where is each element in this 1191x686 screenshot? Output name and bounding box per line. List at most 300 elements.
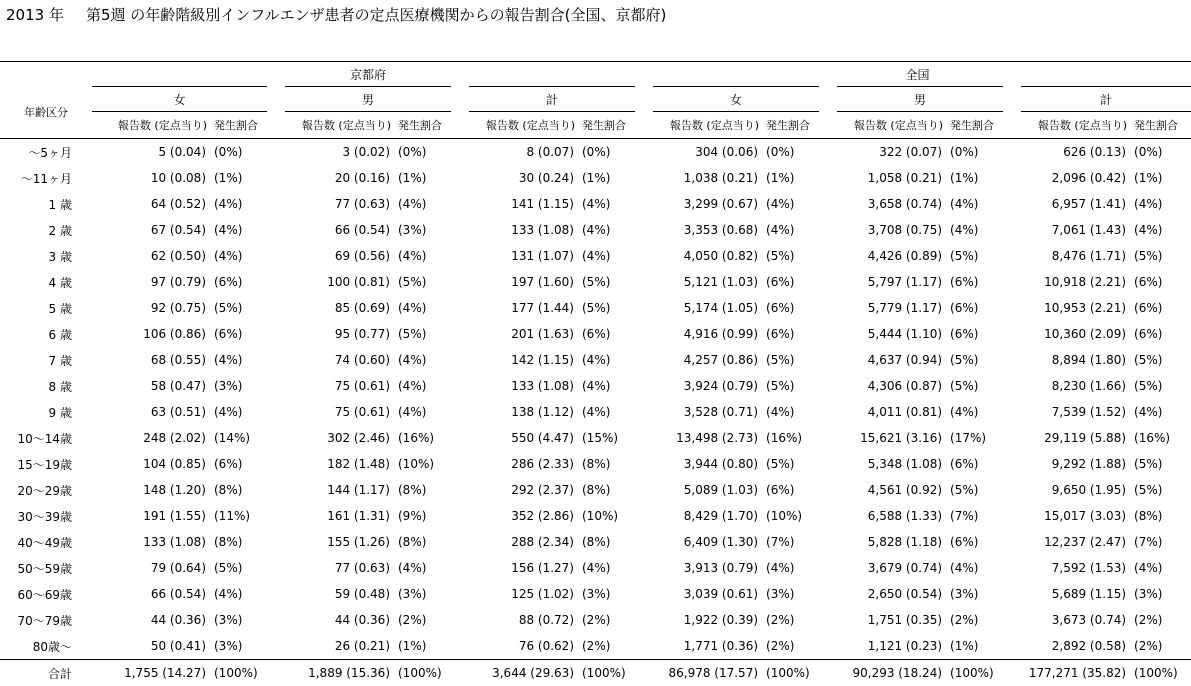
report-count-cell: 66 (0.54): [276, 217, 394, 243]
report-count-cell: 3,353 (0.68): [644, 217, 762, 243]
rate-cell: (5%): [394, 269, 460, 295]
rate-cell: (4%): [394, 295, 460, 321]
table-row: [0, 633, 1191, 660]
report-count-cell: 63 (0.51): [92, 399, 210, 425]
rate-cell: (3%): [394, 217, 460, 243]
report-count-cell: 6,409 (1.30): [644, 529, 762, 555]
rate-cell: (6%): [762, 295, 828, 321]
report-count-cell: 131 (1.07): [460, 243, 578, 269]
title-text: 第5週 の年齢階級別インフルエンザ患者の定点医療機関からの報告割合(全国、京都府): [86, 6, 666, 24]
rate-cell: (4%): [210, 191, 276, 217]
rate-cell: (4%): [946, 191, 1012, 217]
age-group-label: 2 歳: [0, 217, 92, 243]
table-row: [0, 425, 1191, 451]
total-row: [0, 660, 1191, 686]
report-count-cell: 182 (1.48): [276, 451, 394, 477]
report-count-cell: 288 (2.34): [460, 529, 578, 555]
sex-header-kyoto-0: 女: [92, 87, 276, 112]
table-body: [0, 139, 1191, 686]
report-count-cell: 248 (2.02): [92, 425, 210, 451]
report-count-cell: 142 (1.15): [460, 347, 578, 373]
rate-cell: (4%): [210, 581, 276, 607]
rate-cell: (3%): [210, 633, 276, 660]
rate-cell: (4%): [210, 347, 276, 373]
report-count-cell: 2,892 (0.58): [1012, 633, 1130, 660]
report-count-cell: 66 (0.54): [92, 581, 210, 607]
table-row: [0, 373, 1191, 399]
report-count-cell: 74 (0.60): [276, 347, 394, 373]
rate-cell: (6%): [210, 451, 276, 477]
report-count-cell: 64 (0.52): [92, 191, 210, 217]
report-count-cell: 6,957 (1.41): [1012, 191, 1130, 217]
sex-header-kyoto-1: 男: [276, 87, 460, 112]
rate-cell: (10%): [762, 503, 828, 529]
report-count-cell: 197 (1.60): [460, 269, 578, 295]
rate-column-header: 発生割合: [1130, 112, 1191, 139]
report-count-cell: 5 (0.04): [92, 139, 210, 166]
report-count-cell: 1,755 (14.27): [92, 660, 210, 686]
report-count-cell: 3,913 (0.79): [644, 555, 762, 581]
rate-cell: (1%): [394, 633, 460, 660]
report-count-cell: 141 (1.15): [460, 191, 578, 217]
rate-cell: (4%): [762, 217, 828, 243]
report-count-cell: 2,650 (0.54): [828, 581, 946, 607]
rate-cell: (6%): [1130, 269, 1191, 295]
report-count-cell: 26 (0.21): [276, 633, 394, 660]
age-group-label: 7 歳: [0, 347, 92, 373]
report-count-cell: 3,528 (0.71): [644, 399, 762, 425]
report-count-cell: 133 (1.08): [460, 373, 578, 399]
report-count-cell: 92 (0.75): [92, 295, 210, 321]
report-count-cell: 106 (0.86): [92, 321, 210, 347]
count-column-header: 報告数 (定点当り): [276, 112, 394, 139]
report-count-cell: 5,089 (1.03): [644, 477, 762, 503]
rate-cell: (15%): [578, 425, 644, 451]
report-count-cell: 133 (1.08): [92, 529, 210, 555]
rate-cell: (8%): [210, 529, 276, 555]
report-count-cell: 3,658 (0.74): [828, 191, 946, 217]
rate-cell: (4%): [578, 373, 644, 399]
report-count-cell: 77 (0.63): [276, 191, 394, 217]
report-count-cell: 177 (1.44): [460, 295, 578, 321]
age-group-label: 50～59歳: [0, 555, 92, 581]
report-count-cell: 5,779 (1.17): [828, 295, 946, 321]
report-count-cell: 95 (0.77): [276, 321, 394, 347]
rate-cell: (1%): [394, 165, 460, 191]
rate-column-header: 発生割合: [946, 112, 1012, 139]
report-count-cell: 9,292 (1.88): [1012, 451, 1130, 477]
age-group-label: 70～79歳: [0, 607, 92, 633]
age-group-label: 15～19歳: [0, 451, 92, 477]
report-count-cell: 352 (2.86): [460, 503, 578, 529]
rate-cell: (0%): [210, 139, 276, 166]
rate-cell: (5%): [946, 347, 1012, 373]
report-count-cell: 4,050 (0.82): [644, 243, 762, 269]
rate-cell: (16%): [394, 425, 460, 451]
report-count-cell: 68 (0.55): [92, 347, 210, 373]
report-count-cell: 5,797 (1.17): [828, 269, 946, 295]
report-count-cell: 138 (1.12): [460, 399, 578, 425]
rate-cell: (2%): [1130, 633, 1191, 660]
rate-cell: (4%): [394, 555, 460, 581]
subheader-row: [0, 112, 1191, 139]
report-count-cell: 44 (0.36): [276, 607, 394, 633]
report-count-cell: 10 (0.08): [92, 165, 210, 191]
rate-cell: (1%): [210, 165, 276, 191]
count-column-header: 報告数 (定点当り): [828, 112, 946, 139]
rate-cell: (3%): [394, 581, 460, 607]
report-count-cell: 8,429 (1.70): [644, 503, 762, 529]
table-row: [0, 139, 1191, 166]
report-count-cell: 4,561 (0.92): [828, 477, 946, 503]
report-count-cell: 59 (0.48): [276, 581, 394, 607]
rate-cell: (5%): [1130, 373, 1191, 399]
report-count-cell: 15,621 (3.16): [828, 425, 946, 451]
rate-cell: (4%): [210, 243, 276, 269]
rate-cell: (3%): [1130, 581, 1191, 607]
report-count-cell: 1,058 (0.21): [828, 165, 946, 191]
report-count-cell: 1,771 (0.36): [644, 633, 762, 660]
report-count-cell: 1,038 (0.21): [644, 165, 762, 191]
report-count-cell: 3,924 (0.79): [644, 373, 762, 399]
rate-cell: (17%): [946, 425, 1012, 451]
rate-cell: (4%): [210, 399, 276, 425]
rate-cell: (5%): [946, 243, 1012, 269]
report-count-cell: 8 (0.07): [460, 139, 578, 166]
report-count-cell: 144 (1.17): [276, 477, 394, 503]
report-count-cell: 86,978 (17.57): [644, 660, 762, 686]
rate-cell: (4%): [762, 555, 828, 581]
rate-cell: (100%): [946, 660, 1012, 686]
age-group-label: 6 歳: [0, 321, 92, 347]
rate-cell: (4%): [394, 243, 460, 269]
rate-cell: (6%): [762, 321, 828, 347]
region-header-kyoto: 京都府: [92, 62, 644, 87]
count-column-header: 報告数 (定点当り): [1012, 112, 1130, 139]
age-group-label: 30～39歳: [0, 503, 92, 529]
rate-cell: (9%): [394, 503, 460, 529]
rate-cell: (4%): [578, 347, 644, 373]
report-count-cell: 4,306 (0.87): [828, 373, 946, 399]
report-count-cell: 3,644 (29.63): [460, 660, 578, 686]
report-count-cell: 550 (4.47): [460, 425, 578, 451]
rate-cell: (4%): [210, 217, 276, 243]
rate-cell: (6%): [946, 321, 1012, 347]
table-row: [0, 321, 1191, 347]
rate-cell: (8%): [1130, 503, 1191, 529]
rate-cell: (11%): [210, 503, 276, 529]
rate-cell: (0%): [578, 139, 644, 166]
report-count-cell: 5,348 (1.08): [828, 451, 946, 477]
rate-cell: (5%): [578, 295, 644, 321]
report-count-cell: 3,679 (0.74): [828, 555, 946, 581]
rate-cell: (5%): [1130, 477, 1191, 503]
rate-cell: (0%): [1130, 139, 1191, 166]
table-row: [0, 529, 1191, 555]
report-count-cell: 10,953 (2.21): [1012, 295, 1130, 321]
rate-cell: (6%): [210, 321, 276, 347]
table-row: [0, 399, 1191, 425]
rate-cell: (100%): [210, 660, 276, 686]
report-count-cell: 8,230 (1.66): [1012, 373, 1130, 399]
report-count-cell: 30 (0.24): [460, 165, 578, 191]
report-count-cell: 15,017 (3.03): [1012, 503, 1130, 529]
rate-cell: (4%): [1130, 217, 1191, 243]
report-count-cell: 8,476 (1.71): [1012, 243, 1130, 269]
rate-cell: (5%): [1130, 243, 1191, 269]
report-count-cell: 75 (0.61): [276, 373, 394, 399]
rate-cell: (2%): [578, 633, 644, 660]
report-count-cell: 3,944 (0.80): [644, 451, 762, 477]
rate-cell: (4%): [578, 243, 644, 269]
report-count-cell: 3 (0.02): [276, 139, 394, 166]
report-count-cell: 75 (0.61): [276, 399, 394, 425]
rate-cell: (4%): [1130, 555, 1191, 581]
rate-cell: (8%): [394, 477, 460, 503]
sex-header-national-2: 計: [1012, 87, 1191, 112]
report-count-cell: 5,121 (1.03): [644, 269, 762, 295]
report-count-cell: 58 (0.47): [92, 373, 210, 399]
rate-cell: (5%): [762, 243, 828, 269]
age-group-label: 1 歳: [0, 191, 92, 217]
rate-cell: (8%): [210, 477, 276, 503]
sex-header-national-1: 男: [828, 87, 1012, 112]
rate-cell: (8%): [578, 451, 644, 477]
rate-cell: (5%): [946, 477, 1012, 503]
table-row: [0, 581, 1191, 607]
table-row: [0, 503, 1191, 529]
age-group-label: ～11ヶ月: [0, 165, 92, 191]
rate-cell: (4%): [394, 399, 460, 425]
count-column-header: 報告数 (定点当り): [92, 112, 210, 139]
report-count-cell: 88 (0.72): [460, 607, 578, 633]
rate-column-header: 発生割合: [394, 112, 460, 139]
rate-cell: (4%): [394, 191, 460, 217]
rate-cell: (3%): [762, 581, 828, 607]
rate-cell: (2%): [394, 607, 460, 633]
region-header-national: 全国: [644, 62, 1191, 87]
table-row: [0, 191, 1191, 217]
table-row: [0, 217, 1191, 243]
count-column-header: 報告数 (定点当り): [644, 112, 762, 139]
rate-column-header: 発生割合: [762, 112, 828, 139]
report-count-cell: 4,257 (0.86): [644, 347, 762, 373]
age-group-label: 4 歳: [0, 269, 92, 295]
rate-cell: (0%): [946, 139, 1012, 166]
report-count-cell: 148 (1.20): [92, 477, 210, 503]
rate-cell: (16%): [762, 425, 828, 451]
age-group-label: 合計: [0, 660, 92, 686]
report-count-cell: 69 (0.56): [276, 243, 394, 269]
rate-cell: (7%): [762, 529, 828, 555]
report-count-cell: 3,299 (0.67): [644, 191, 762, 217]
report-count-cell: 304 (0.06): [644, 139, 762, 166]
report-count-cell: 1,121 (0.23): [828, 633, 946, 660]
rate-cell: (2%): [762, 633, 828, 660]
rate-cell: (1%): [946, 633, 1012, 660]
rate-cell: (4%): [946, 555, 1012, 581]
report-count-cell: 29,119 (5.88): [1012, 425, 1130, 451]
influenza-report-table: [0, 61, 1191, 686]
rate-cell: (1%): [762, 165, 828, 191]
rate-cell: (5%): [578, 269, 644, 295]
table-row: [0, 607, 1191, 633]
report-count-cell: 3,039 (0.61): [644, 581, 762, 607]
count-column-header: 報告数 (定点当り): [460, 112, 578, 139]
rate-cell: (4%): [578, 399, 644, 425]
rate-cell: (2%): [1130, 607, 1191, 633]
rate-cell: (4%): [578, 191, 644, 217]
report-count-cell: 161 (1.31): [276, 503, 394, 529]
report-count-cell: 4,426 (0.89): [828, 243, 946, 269]
rate-cell: (6%): [210, 269, 276, 295]
rate-cell: (1%): [578, 165, 644, 191]
report-count-cell: 6,588 (1.33): [828, 503, 946, 529]
report-count-cell: 104 (0.85): [92, 451, 210, 477]
rate-cell: (2%): [762, 607, 828, 633]
rate-cell: (6%): [762, 269, 828, 295]
report-count-cell: 4,637 (0.94): [828, 347, 946, 373]
rate-cell: (3%): [578, 581, 644, 607]
rate-cell: (7%): [946, 503, 1012, 529]
rate-cell: (4%): [946, 217, 1012, 243]
rate-cell: (6%): [946, 269, 1012, 295]
rate-cell: (6%): [946, 295, 1012, 321]
report-count-cell: 44 (0.36): [92, 607, 210, 633]
age-group-label: 5 歳: [0, 295, 92, 321]
table-row: [0, 243, 1191, 269]
report-count-cell: 1,751 (0.35): [828, 607, 946, 633]
report-count-cell: 10,918 (2.21): [1012, 269, 1130, 295]
age-group-header: 年齢区分: [0, 87, 92, 139]
rate-cell: (16%): [1130, 425, 1191, 451]
table-row: [0, 295, 1191, 321]
report-count-cell: 12,237 (2.47): [1012, 529, 1130, 555]
title-year: 2013 年: [6, 6, 64, 24]
report-count-cell: 191 (1.55): [92, 503, 210, 529]
rate-cell: (3%): [210, 607, 276, 633]
report-count-cell: 302 (2.46): [276, 425, 394, 451]
rate-cell: (7%): [1130, 529, 1191, 555]
age-group-label: 10～14歳: [0, 425, 92, 451]
report-count-cell: 322 (0.07): [828, 139, 946, 166]
rate-cell: (5%): [210, 295, 276, 321]
rate-cell: (4%): [946, 399, 1012, 425]
rate-cell: (6%): [1130, 295, 1191, 321]
table-row: [0, 555, 1191, 581]
report-count-cell: 2,096 (0.42): [1012, 165, 1130, 191]
rate-cell: (5%): [762, 373, 828, 399]
report-count-cell: 90,293 (18.24): [828, 660, 946, 686]
rate-cell: (3%): [210, 373, 276, 399]
rate-cell: (6%): [1130, 321, 1191, 347]
report-count-cell: 3,673 (0.74): [1012, 607, 1130, 633]
rate-cell: (6%): [946, 529, 1012, 555]
report-count-cell: 5,689 (1.15): [1012, 581, 1130, 607]
rate-cell: (5%): [762, 347, 828, 373]
report-count-cell: 1,922 (0.39): [644, 607, 762, 633]
report-count-cell: 4,916 (0.99): [644, 321, 762, 347]
table-row: [0, 269, 1191, 295]
rate-cell: (3%): [946, 581, 1012, 607]
rate-cell: (4%): [762, 399, 828, 425]
age-group-label: 80歳～: [0, 633, 92, 660]
rate-cell: (5%): [946, 373, 1012, 399]
age-group-label: 3 歳: [0, 243, 92, 269]
rate-cell: (2%): [946, 607, 1012, 633]
report-count-cell: 7,061 (1.43): [1012, 217, 1130, 243]
rate-cell: (0%): [394, 139, 460, 166]
rate-cell: (100%): [578, 660, 644, 686]
rate-cell: (4%): [1130, 399, 1191, 425]
table-row: [0, 451, 1191, 477]
rate-cell: (4%): [394, 347, 460, 373]
rate-cell: (100%): [1130, 660, 1191, 686]
rate-cell: (5%): [762, 451, 828, 477]
report-count-cell: 77 (0.63): [276, 555, 394, 581]
rate-cell: (6%): [946, 451, 1012, 477]
report-count-cell: 8,894 (1.80): [1012, 347, 1130, 373]
page-title: [6, 4, 666, 25]
rate-cell: (5%): [210, 555, 276, 581]
report-count-cell: 76 (0.62): [460, 633, 578, 660]
rate-cell: (4%): [578, 555, 644, 581]
rate-cell: (1%): [946, 165, 1012, 191]
age-group-label: 60～69歳: [0, 581, 92, 607]
report-count-cell: 10,360 (2.09): [1012, 321, 1130, 347]
rate-cell: (8%): [394, 529, 460, 555]
age-group-label: 9 歳: [0, 399, 92, 425]
rate-cell: (4%): [762, 191, 828, 217]
rate-cell: (10%): [578, 503, 644, 529]
report-count-cell: 177,271 (35.82): [1012, 660, 1130, 686]
report-count-cell: 62 (0.50): [92, 243, 210, 269]
age-group-label: ～5ヶ月: [0, 139, 92, 166]
rate-cell: (14%): [210, 425, 276, 451]
rate-cell: (5%): [1130, 451, 1191, 477]
rate-cell: (100%): [394, 660, 460, 686]
report-count-cell: 5,444 (1.10): [828, 321, 946, 347]
report-count-cell: 13,498 (2.73): [644, 425, 762, 451]
report-count-cell: 67 (0.54): [92, 217, 210, 243]
sex-header-national-0: 女: [644, 87, 828, 112]
report-count-cell: 5,828 (1.18): [828, 529, 946, 555]
report-count-cell: 156 (1.27): [460, 555, 578, 581]
rate-cell: (1%): [1130, 165, 1191, 191]
rate-cell: (6%): [762, 477, 828, 503]
report-count-cell: 201 (1.63): [460, 321, 578, 347]
table-row: [0, 347, 1191, 373]
report-count-cell: 50 (0.41): [92, 633, 210, 660]
report-count-cell: 9,650 (1.95): [1012, 477, 1130, 503]
report-count-cell: 97 (0.79): [92, 269, 210, 295]
rate-cell: (5%): [394, 321, 460, 347]
report-count-cell: 133 (1.08): [460, 217, 578, 243]
rate-cell: (6%): [578, 321, 644, 347]
report-count-cell: 3,708 (0.75): [828, 217, 946, 243]
report-count-cell: 7,592 (1.53): [1012, 555, 1130, 581]
report-count-cell: 100 (0.81): [276, 269, 394, 295]
rate-column-header: 発生割合: [210, 112, 276, 139]
report-count-cell: 4,011 (0.81): [828, 399, 946, 425]
rate-cell: (5%): [1130, 347, 1191, 373]
rate-cell: (4%): [394, 373, 460, 399]
report-count-cell: 20 (0.16): [276, 165, 394, 191]
rate-cell: (0%): [762, 139, 828, 166]
report-count-cell: 626 (0.13): [1012, 139, 1130, 166]
age-group-label: 20～29歳: [0, 477, 92, 503]
rate-cell: (2%): [578, 607, 644, 633]
